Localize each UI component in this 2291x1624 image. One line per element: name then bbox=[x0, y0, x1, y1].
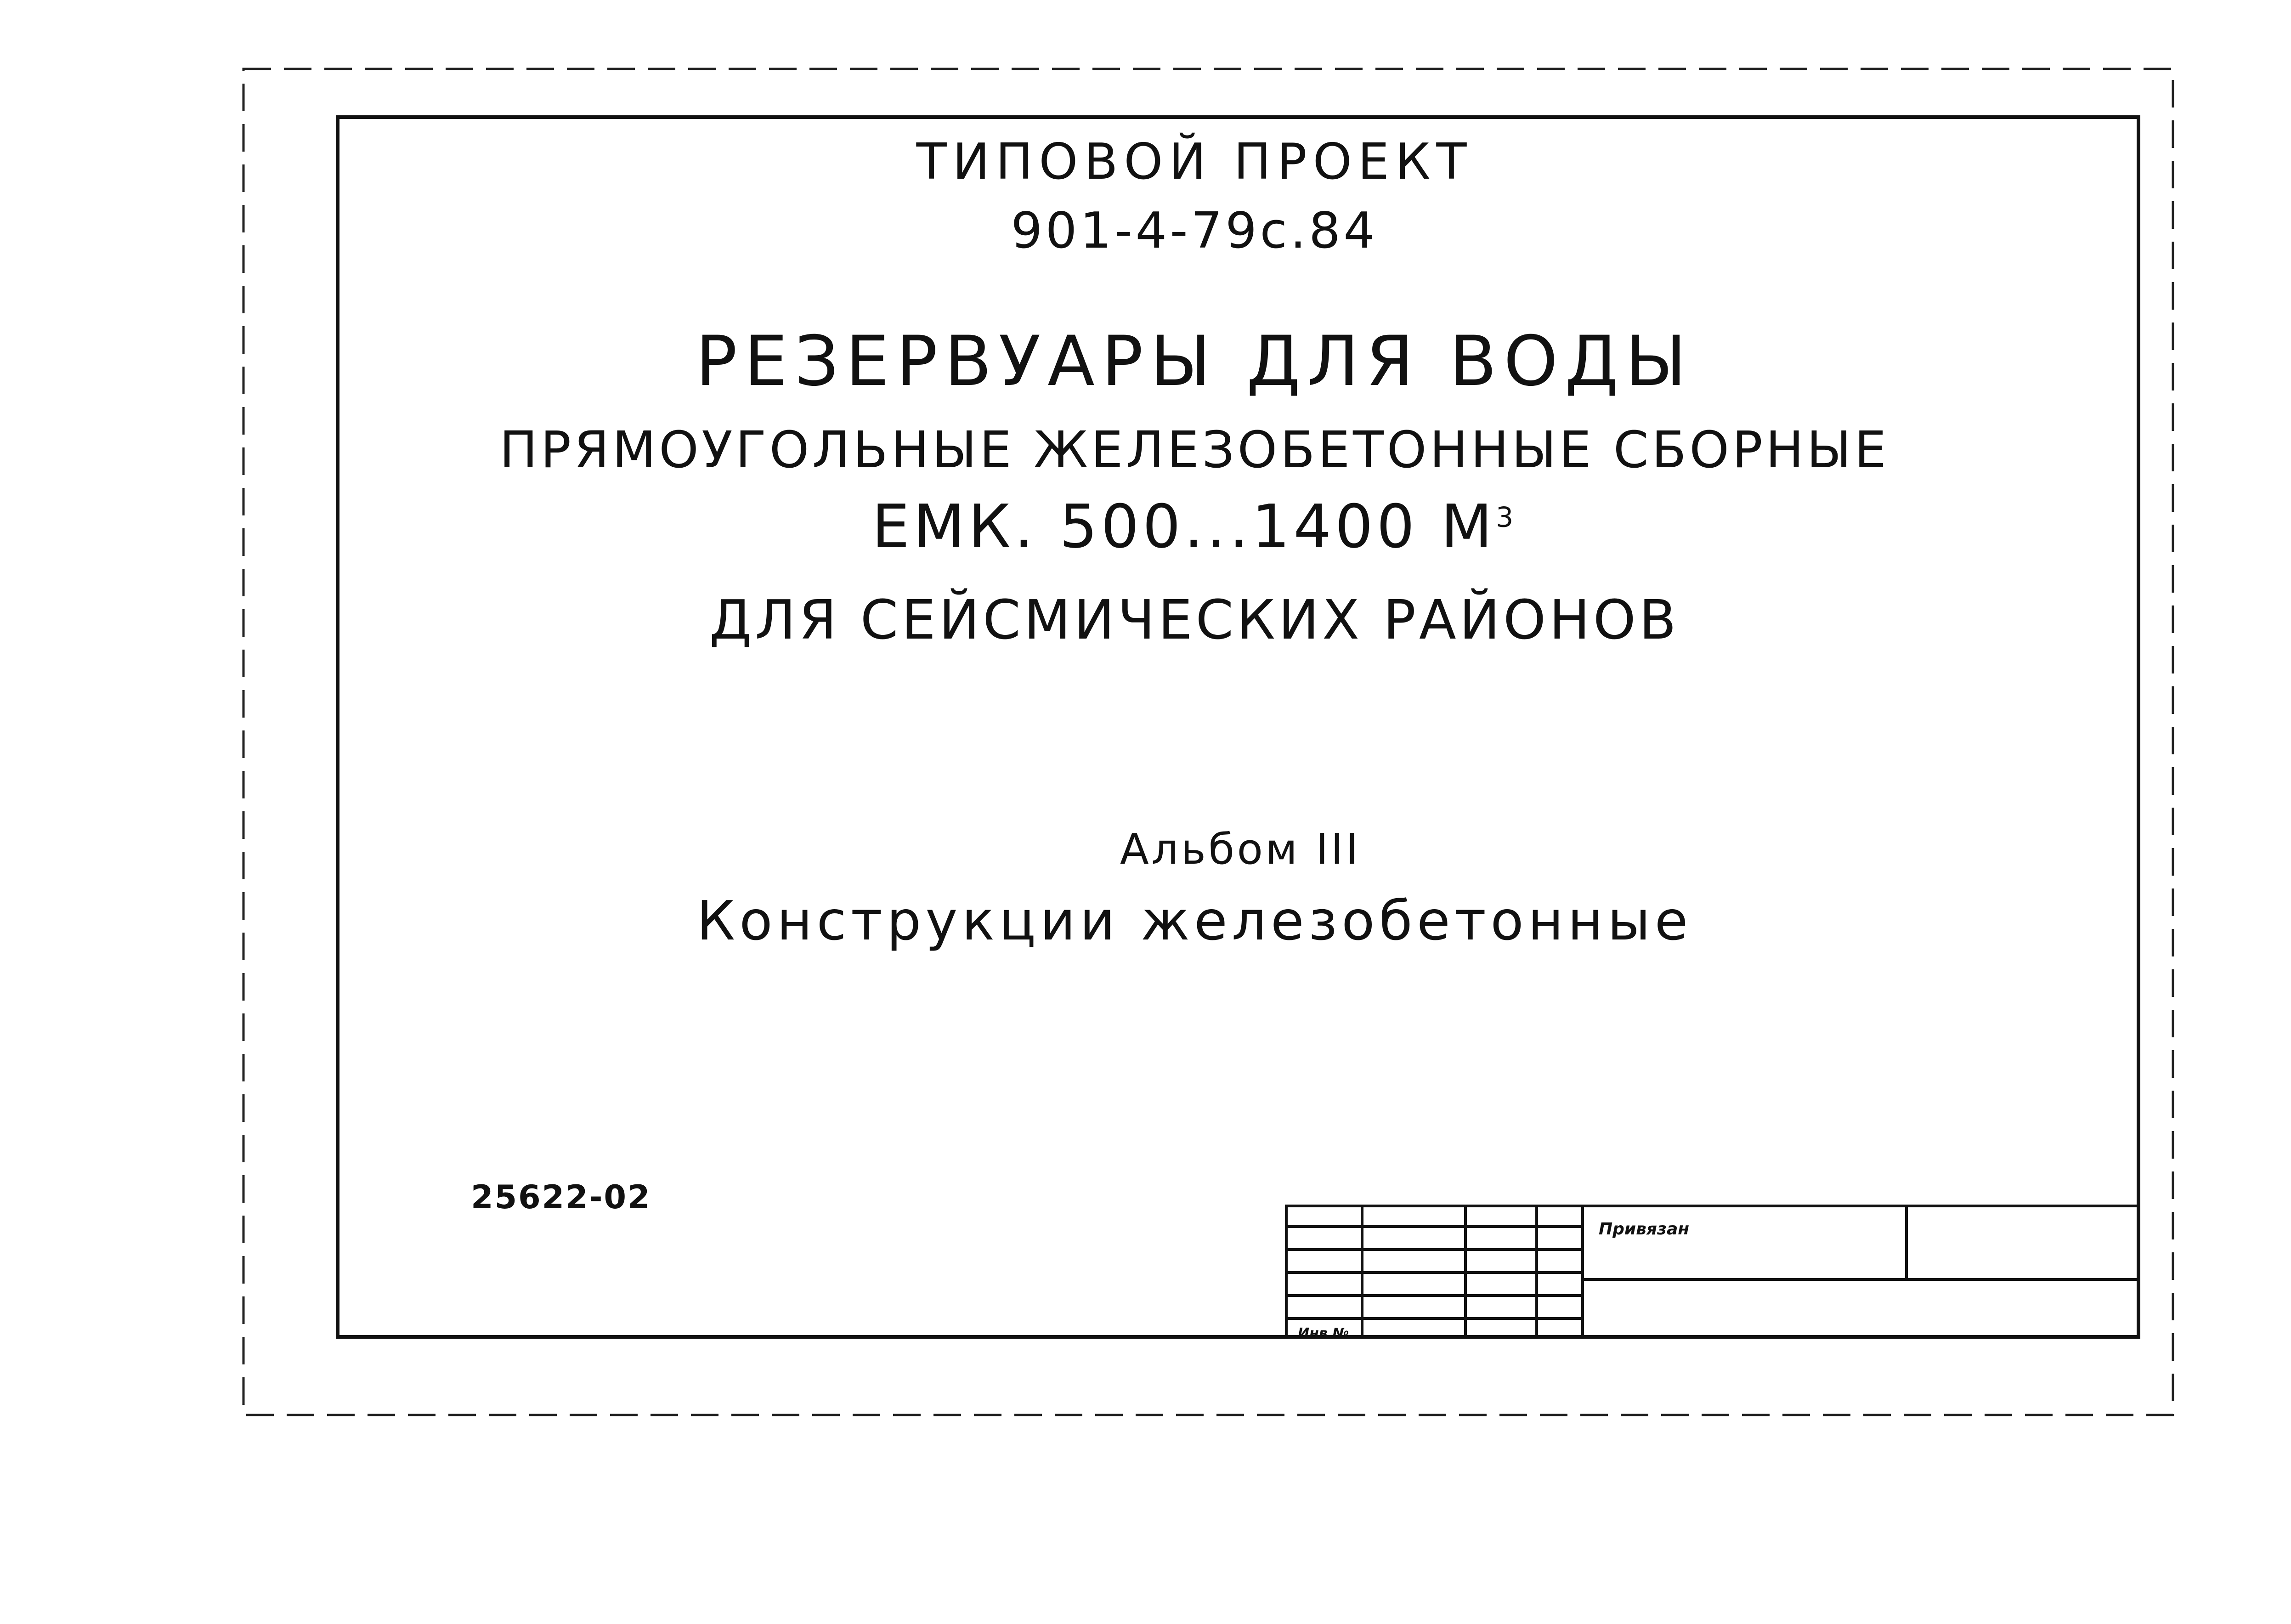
capacity-superscript: 3 bbox=[1496, 501, 1517, 534]
album-label: Альбом III bbox=[1120, 825, 1361, 874]
seismic-line: ДЛЯ СЕЙСМИЧЕСКИХ РАЙОНОВ bbox=[709, 588, 1680, 651]
stamp-block bbox=[1286, 1206, 2138, 1337]
stamp-inventory-label: Инв № bbox=[1298, 1325, 1349, 1341]
document-code: 25622-02 bbox=[471, 1178, 651, 1216]
album-title: Конструкции железобетонные bbox=[696, 889, 1692, 952]
main-title: РЕЗЕРВУАРЫ ДЛЯ ВОДЫ bbox=[696, 322, 1693, 402]
stamp-privyazan-label: Привязан bbox=[1599, 1220, 1690, 1239]
subtitle: ПРЯМОУГОЛЬНЫЕ ЖЕЛЕЗОБЕТОННЫЕ СБОРНЫЕ bbox=[499, 420, 1889, 479]
project-number: 901-4-79с.84 bbox=[1011, 202, 1378, 260]
inner-border bbox=[338, 117, 2138, 1337]
capacity-text: ЕМК. 500...1400 М bbox=[871, 492, 1496, 561]
project-label: ТИПОВОЙ ПРОЕКТ bbox=[916, 133, 1473, 191]
capacity-line bbox=[322, 492, 2067, 561]
